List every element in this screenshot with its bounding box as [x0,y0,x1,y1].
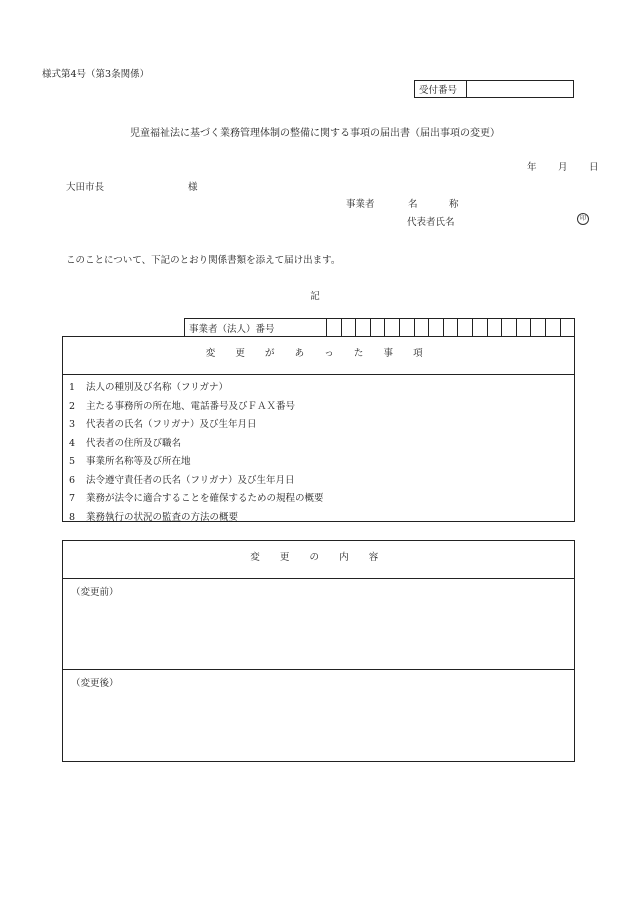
changed-item-number: 5 [69,456,76,467]
representative-label: 代表者氏名 [407,217,455,228]
date-year: 年 [527,162,537,173]
before-change-area[interactable] [63,579,574,670]
after-change-area[interactable] [63,670,574,761]
business-number-cell[interactable] [531,319,546,336]
changed-item-number: 4 [69,437,76,449]
business-number-cell[interactable] [415,319,430,336]
business-number-cell[interactable] [371,319,386,336]
changed-items-table [62,336,575,522]
seal-mark: 印 [577,213,589,225]
change-content-header: 変 更 の 内 容 [63,541,574,579]
applicant-name-label-1: 名 [408,199,418,210]
addressee-name: 大田市長 [66,182,105,193]
changed-item-number: 8 [69,511,76,523]
business-number-cell[interactable] [342,319,357,336]
business-number-cell[interactable] [327,319,342,336]
applicant-name-label-2: 称 [449,199,459,210]
applicant-label: 事業者 [346,199,375,210]
business-number-row [184,318,575,337]
business-number-cell[interactable] [400,319,415,336]
changed-item [69,509,574,528]
change-content-table [62,540,575,762]
business-number-cell[interactable] [561,319,575,336]
business-number-cell[interactable] [429,319,444,336]
receipt-number-box [414,80,574,98]
changed-item-text: 業務が法令に適合することを確保するための規程の概要 [86,493,324,504]
changed-item [69,490,574,509]
changed-items-header: 変 更 が あ っ た 事 項 [63,337,574,375]
changed-item-text: 事業所名称等及び所在地 [86,456,191,467]
after-change-label: （変更後） [71,678,119,689]
changed-item-text: 業務執行の状況の監査の方法の概要 [86,511,239,523]
changed-item-number: 3 [69,419,76,430]
business-number-cell[interactable] [444,319,459,336]
before-change-label: （変更前） [71,587,119,598]
business-number-cell[interactable] [385,319,400,336]
changed-item [69,472,574,491]
business-number-cell[interactable] [356,319,371,336]
addressee-honorific: 様 [188,182,198,193]
changed-item-text: 法令遵守責任者の氏名（フリガナ）及び生年月日 [86,474,295,486]
business-number-cell[interactable] [473,319,488,336]
business-number-cell[interactable] [517,319,532,336]
changed-item-text: 主たる事務所の所在地、電話番号及びＦＡＸ番号 [86,400,296,412]
changed-item-text: 代表者の住所及び職名 [86,437,182,449]
changed-item-number: 1 [69,382,76,393]
business-number-label: 事業者（法人）番号 [185,319,327,336]
ki-heading: 記 [310,291,320,302]
receipt-number-field[interactable] [467,81,573,97]
changed-item [69,435,574,454]
changed-item [69,379,574,398]
form-number: 様式第4号（第3条関係） [42,69,150,80]
changed-item-text: 法人の種別及び名称（フリガナ） [86,382,229,393]
date-day: 日 [589,162,599,173]
business-number-cell[interactable] [488,319,503,336]
changed-item [69,398,574,417]
intro-text: このことについて、下記のとおり関係書類を添えて届け出ます。 [66,255,341,266]
changed-item-number: 6 [69,474,76,486]
document-title: 児童福祉法に基づく業務管理体制の整備に関する事項の届出書（届出事項の変更） [130,128,500,139]
changed-item [69,416,574,435]
receipt-number-label: 受付番号 [415,81,467,97]
business-number-cell[interactable] [546,319,561,336]
business-number-cell[interactable] [458,319,473,336]
date-month: 月 [558,162,568,173]
changed-item-text: 代表者の氏名（フリガナ）及び生年月日 [86,419,257,430]
changed-item [69,453,574,472]
changed-item-number: 7 [69,493,76,504]
business-number-cell[interactable] [502,319,517,336]
changed-item-number: 2 [69,400,76,412]
